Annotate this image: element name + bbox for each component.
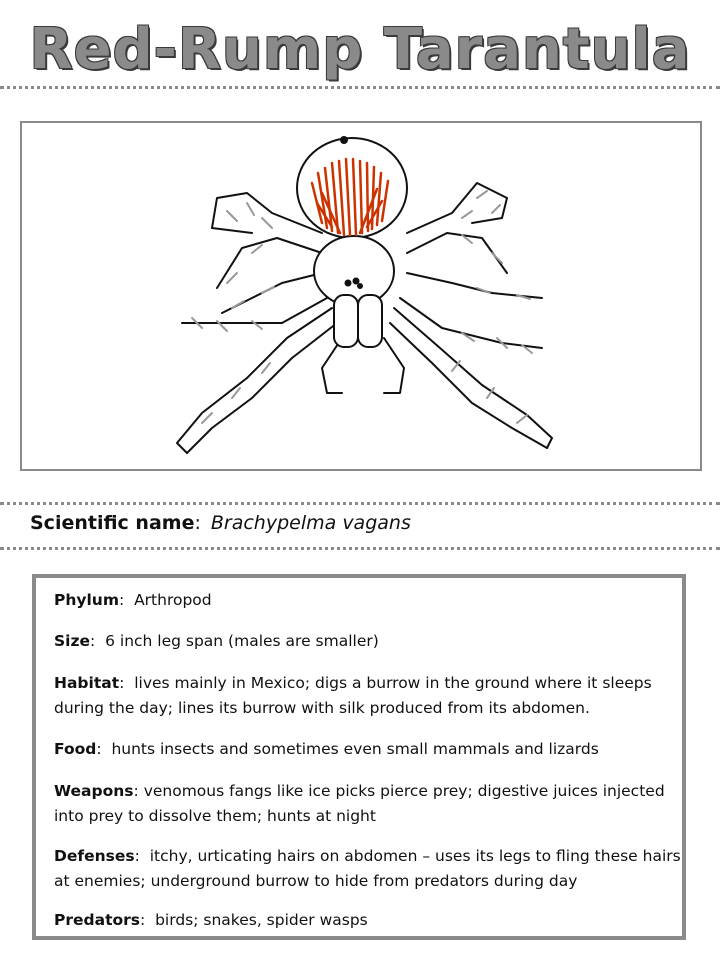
page-title: Red-Rump Tarantula [29,17,691,82]
fact-text: lives mainly in Mexico; digs a burrow in the ground where it sleeps during the day; lines its burrow with silk produced from its abdomen. [54,674,652,717]
fact-defenses: Defenses: itchy, urticating hairs on abdomen – uses its legs to fling these hairs at enemies; underground burrow to hide from predators during day [54,847,681,890]
illustration-frame [20,121,702,471]
fact-predators: Predators: birds; snakes, spider wasps [54,911,368,929]
scientific-name [30,510,411,536]
middle-divider [0,502,720,505]
scientific-name-value: Brachypelma vagans [210,512,411,534]
fact-weapons: Weapons: venomous fangs like ice picks pierce prey; digestive juices injected into prey to dissolve them; hunts at night [54,782,665,825]
fact-text: venomous fangs like ice picks pierce prey; digestive juices injected into prey to dissolve them; hunts at night [54,782,665,825]
fact-phylum: Phylum: Arthropod [54,591,212,609]
fact-text: Arthropod [134,591,212,609]
fact-habitat: Habitat: lives mainly in Mexico; digs a burrow in the ground where it sleeps during the day; lines its burrow with silk produced from its abdomen. [54,674,652,717]
top-divider [0,86,720,89]
scientific-name-label: Scientific name [30,512,195,534]
fact-food: Food: hunts insects and sometimes even small mammals and lizards [54,740,599,758]
fact-key: Defenses [54,847,135,865]
fact-text: itchy, urticating hairs on abdomen – uses its legs to fling these hairs at enemies; underground burrow to hide from predators during day [54,847,681,890]
facts-box [32,574,686,940]
fact-key: Habitat [54,674,120,692]
tarantula-illustration [22,123,700,469]
fact-size: Size: 6 inch leg span (males are smaller) [54,632,379,650]
fact-key: Phylum [54,591,119,609]
fact-text: birds; snakes, spider wasps [155,911,368,929]
scientific-name-separator: : [194,512,201,534]
fact-key: Predators [54,911,140,929]
fact-text: 6 inch leg span (males are smaller) [105,632,379,650]
fact-key: Food [54,740,97,758]
lower-divider [0,547,720,550]
fact-key: Weapons [54,782,134,800]
fact-text: hunts insects and sometimes even small mammals and lizards [111,740,599,758]
fact-key: Size [54,632,91,650]
